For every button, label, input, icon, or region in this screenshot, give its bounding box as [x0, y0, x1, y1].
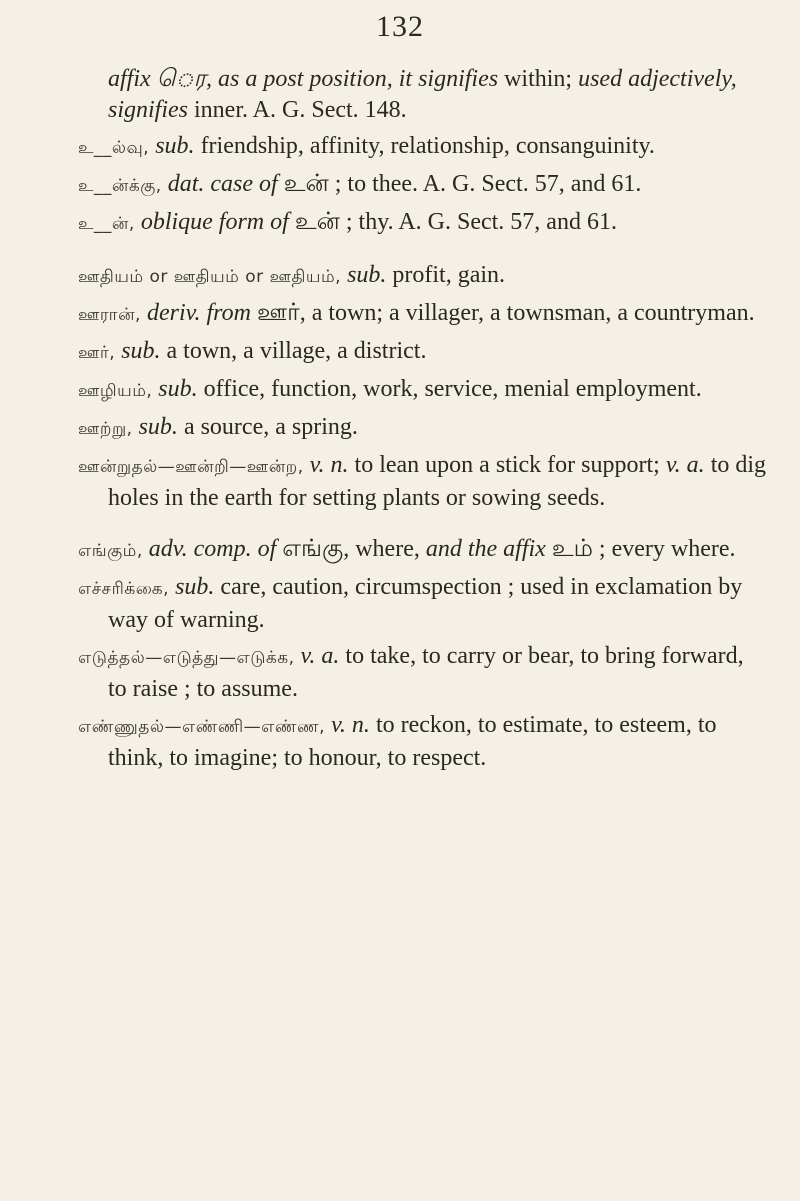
dictionary-entries: [78, 64, 768, 779]
headword: எச்சரிக்கை,: [78, 579, 170, 599]
dictionary-entry: எடுத்தல்—எடுத்து—எடுக்க, v. a. to take, to carry or bear, to bring forward, to raise ; to assume.: [78, 643, 744, 702]
dictionary-entry: ஊற்று, sub. a source, a spring.: [78, 414, 358, 440]
headword: உ__ன்,: [78, 214, 135, 234]
dictionary-entry: ஊன்றுதல்—ஊன்றி—ஊன்ற, v. n. to lean upon a stick for support; v. a. to dig holes in the earth for setting plants or sowing seeds.: [78, 452, 767, 511]
headword: ஊன்றுதல்—ஊன்றி—ஊன்ற,: [78, 457, 304, 477]
headword: உ__ன்க்கு,: [78, 176, 162, 196]
headword: எண்ணுதல்—எண்ணி—எண்ண,: [78, 717, 326, 737]
headword: ஊர்,: [78, 343, 116, 363]
page-number: 132: [376, 10, 424, 43]
headword: உ__ல்வு,: [78, 138, 150, 158]
dictionary-entry: எங்கும், adv. comp. of எங்கு, where, and the affix உம் ; every where.: [78, 536, 736, 562]
dictionary-entry: ஊதியம் or ஊதியம் or ஊதியம், sub. profit, gain.: [78, 262, 506, 288]
dictionary-entry: ஊரான், deriv. from ஊர், a town; a villager, a townsman, a countryman.: [78, 300, 755, 326]
headword: ஊரான்,: [78, 305, 141, 325]
dictionary-entry: உ__ன், oblique form of உன் ; thy. A. G. Sect. 57, and 61.: [78, 209, 617, 235]
dictionary-entry: எச்சரிக்கை, sub. care, caution, circumspection ; used in exclamation by way of warning.: [78, 574, 743, 633]
headword: ஊதியம் or ஊதியம் or ஊதியம்,: [78, 267, 342, 287]
headword: ஊழியம்,: [78, 381, 153, 401]
entry-continuation: affix ெர, as a post position, it signifies within; used adjectively, signifies inner. A. G. Sect. 148.: [108, 66, 737, 123]
headword: எங்கும்,: [78, 541, 143, 561]
headword: எடுத்தல்—எடுத்து—எடுக்க,: [78, 648, 295, 668]
dictionary-entry: ஊர், sub. a town, a village, a district.: [78, 338, 427, 364]
dictionary-entry: உ__ன்க்கு, dat. case of உன் ; to thee. A. G. Sect. 57, and 61.: [78, 171, 642, 197]
dictionary-entry: எண்ணுதல்—எண்ணி—எண்ண, v. n. to reckon, to estimate, to esteem, to think, to imagine; to honour, to respect.: [78, 712, 717, 771]
dictionary-entry: உ__ல்வு, sub. friendship, affinity, relationship, consanguinity.: [78, 133, 655, 159]
dictionary-entry: ஊழியம், sub. office, function, work, service, menial employment.: [78, 376, 702, 402]
headword: ஊற்று,: [78, 419, 133, 439]
